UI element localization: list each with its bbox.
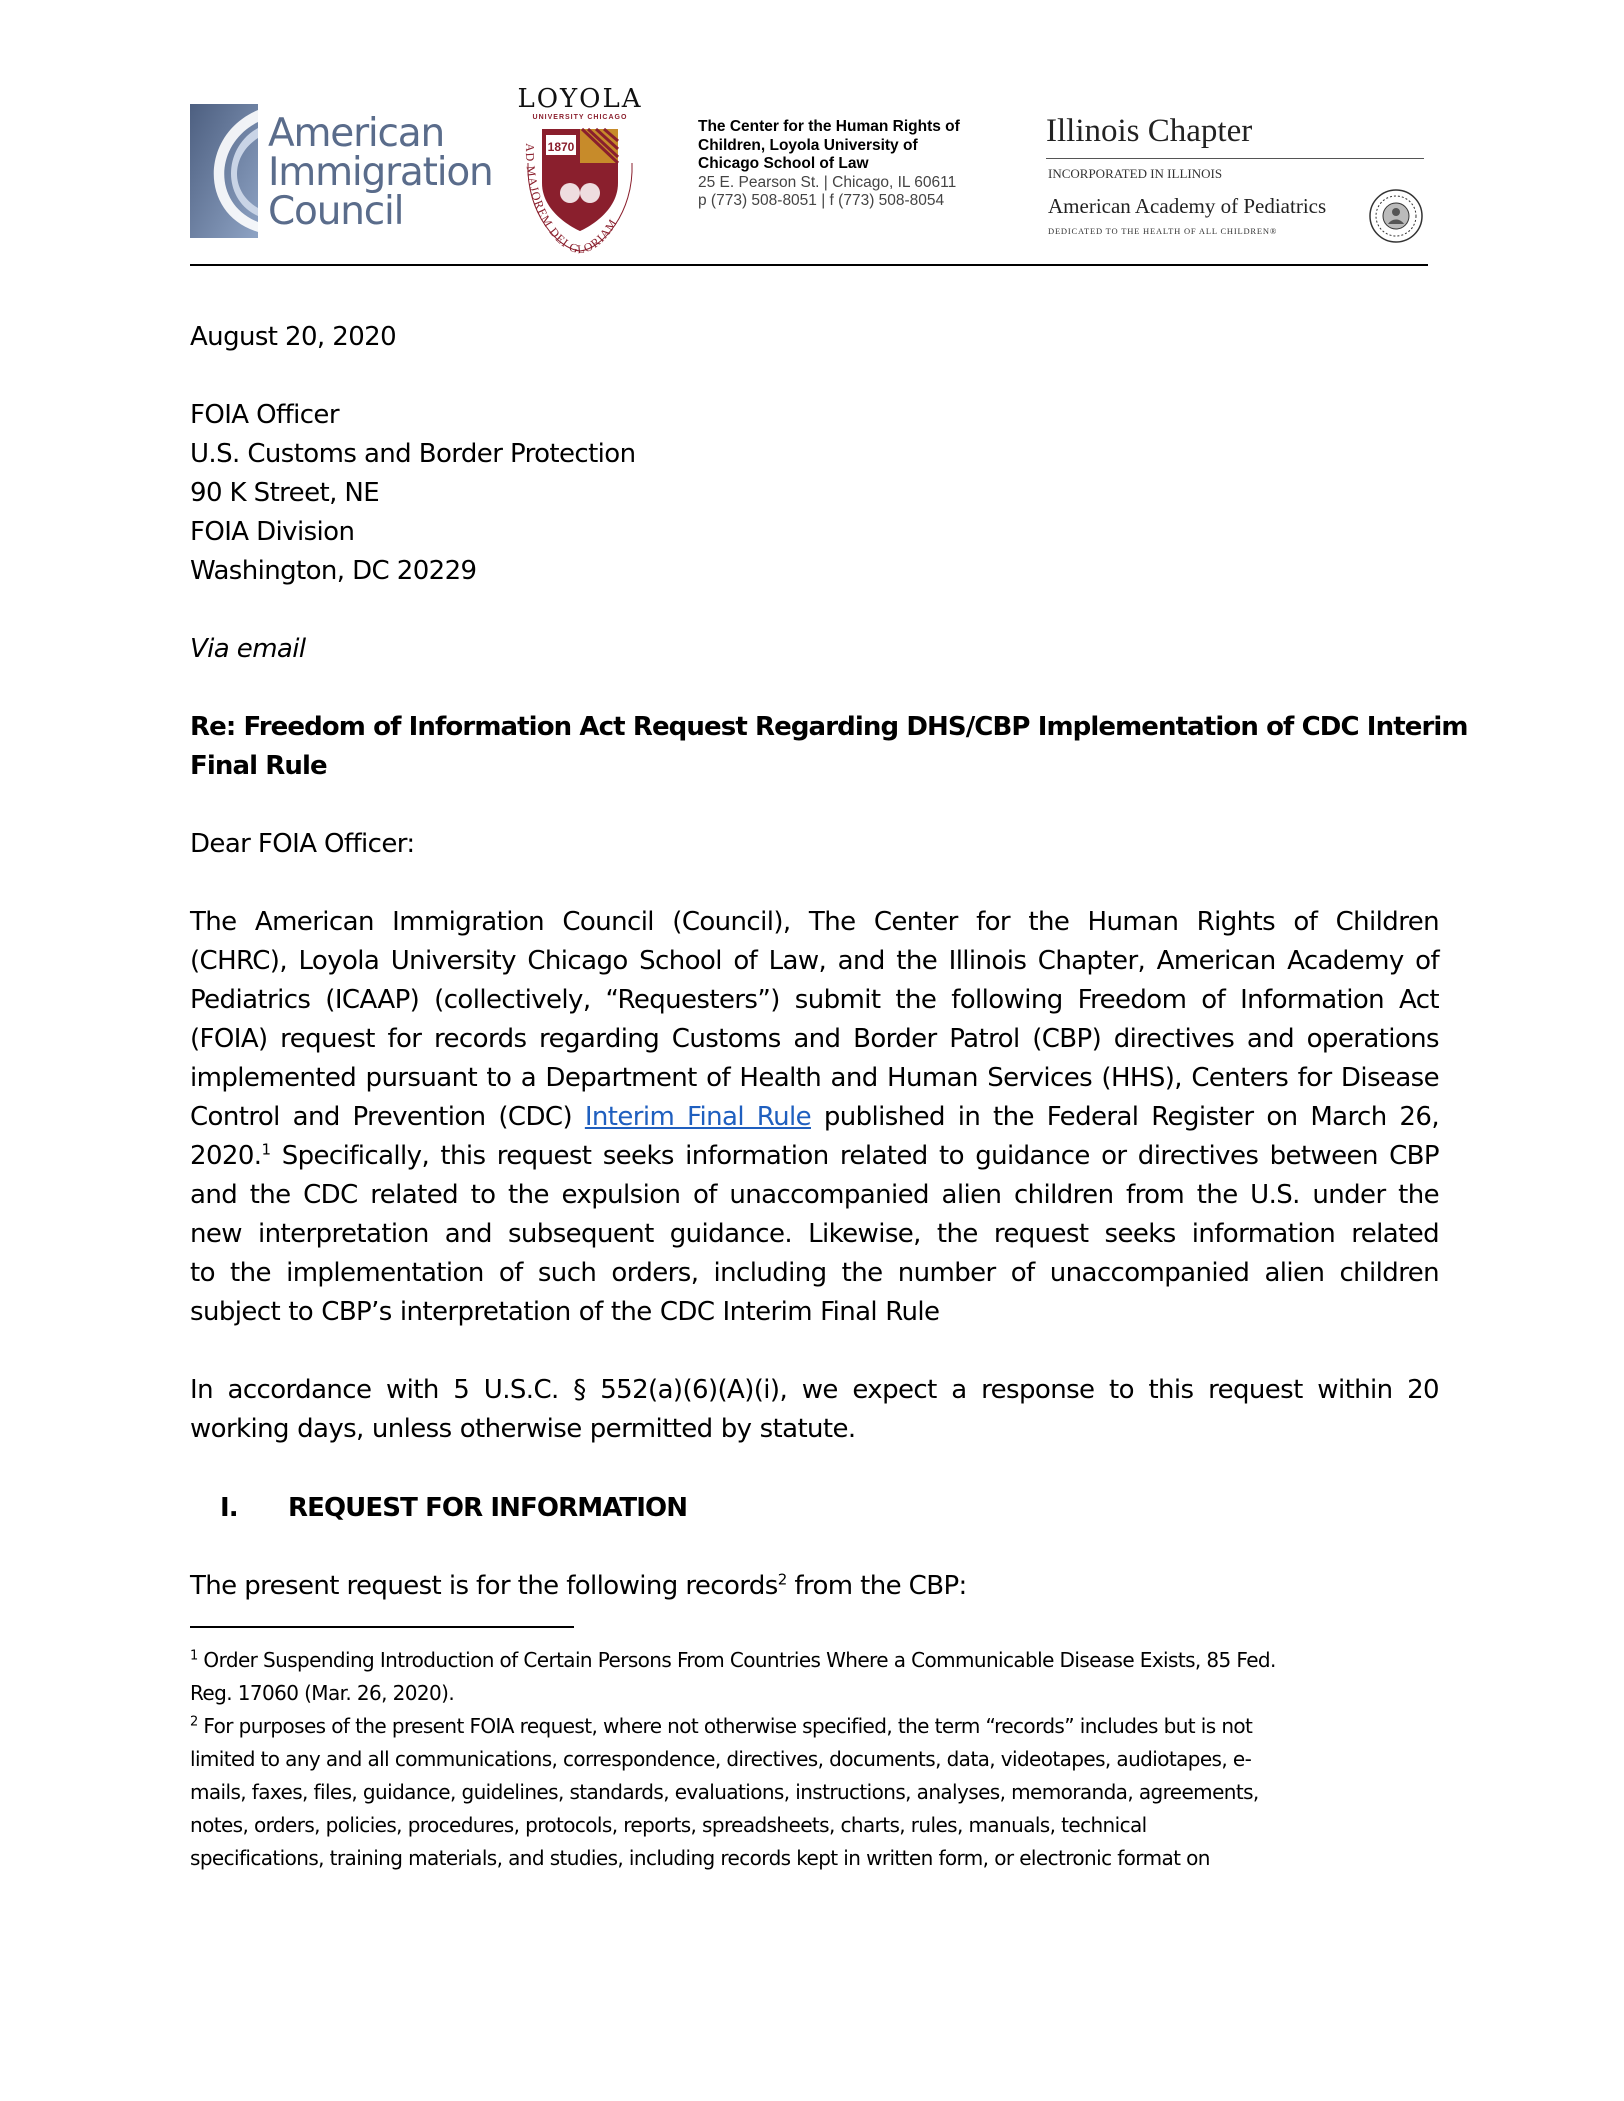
footnote-line: specifications, training materials, and studies, including records kept in written form, or electronic format on [190,1846,1210,1870]
paragraph-line: implemented pursuant to a Department of Health and Human Services (HHS), Centers for Disease [190,1063,1439,1093]
section-heading: REQUEST FOR INFORMATION [288,1493,688,1523]
chrc-name-line: The Center for the Human Rights of [698,118,960,135]
paragraph-line: subject to CBP’s interpretation of the CDC Interim Final Rule [190,1297,940,1327]
aap-seal-icon [1368,188,1424,244]
letter-date: August 20, 2020 [190,322,397,352]
icaap-title: Illinois Chapter [1046,113,1253,149]
paragraph-line: (CHRC), Loyola University Chicago School of Law, and the Illinois Chapter, American Academy of [190,946,1439,976]
footnote-line: limited to any and all communications, correspondence, directives, documents, data, videotapes, audiotapes, e- [190,1747,1252,1771]
footnote-2 [190,1710,1430,1875]
footnote-ref-2[interactable]: 2 [777,1570,787,1589]
section-number: I. [220,1493,238,1523]
letterhead-divider [190,264,1428,266]
icaap-aap-name: American Academy of Pediatrics [1048,194,1327,218]
aic-swoosh-icon [190,104,276,238]
text-run: Order Suspending Introduction of Certain Persons From Countries Where a Communicable Disease Exists, 85 Fed. [197,1648,1276,1672]
salutation: Dear FOIA Officer: [190,829,415,859]
loyola-crest-icon [518,123,642,255]
paragraph-line [190,1098,1439,1137]
loyola-year: 1870 [547,140,575,154]
aic-wordmark-line: American [268,111,444,156]
chrc-address: 25 E. Pearson St. | Chicago, IL 60611 [698,173,957,191]
text-run: from the CBP: [786,1571,967,1601]
footnote-marker: 2 [190,1714,198,1730]
delivery-method: Via email [190,634,306,664]
loyola-subtitle: UNIVERSITY CHICAGO [532,114,628,121]
paragraph-line: new interpretation and subsequent guidance. Likewise, the request seeks information related [190,1219,1439,1249]
paragraph-line: to the implementation of such orders, including the number of unaccompanied alien children [190,1258,1439,1288]
paragraph-line: In accordance with 5 U.S.C. § 552(a)(6)(A)(i), we expect a response to this request within 20 [190,1375,1439,1405]
subject-line: Re: Freedom of Information Act Request Regarding DHS/CBP Implementation of CDC Interim [190,712,1468,742]
loyola-logo [515,86,645,266]
footnote-line: notes, orders, policies, procedures, protocols, reports, spreadsheets, charts, rules, manuals, technical [190,1813,1147,1837]
recipient-line: FOIA Officer [190,400,339,430]
footnote-line: Reg. 17060 (Mar. 26, 2020). [190,1681,455,1705]
aic-wordmark-line: Immigration [268,150,493,195]
paragraph-line: The American Immigration Council (Council), The Center for the Human Rights of Children [190,907,1439,937]
interim-final-rule-link[interactable]: Interim Final Rule [584,1102,811,1132]
footnote-separator [190,1626,574,1628]
paragraph-line: and the CDC related to the expulsion of unaccompanied alien children from the U.S. under the [190,1180,1439,1210]
footnote-line: mails, faxes, files, guidance, guidelines, standards, evaluations, instructions, analyses, memoranda, agreements, [190,1780,1259,1804]
paragraph-line: working days, unless otherwise permitted by statute. [190,1414,856,1444]
subject-line: Final Rule [190,751,327,781]
text-run: Specifically, this request seeks information related to guidance or directives between CBP [270,1141,1439,1171]
chrc-phone: p (773) 508-8051 | f (773) 508-8054 [698,192,945,209]
american-immigration-council-logo [190,104,493,238]
icaap-rule [1046,158,1424,159]
loyola-motto: AD MAJOREM DEI GLORIAM [522,143,621,255]
recipient-line: U.S. Customs and Border Protection [190,439,636,469]
recipient-line: 90 K Street, NE [190,478,380,508]
footnote-line [190,1644,1430,1677]
text-run: 2020. [190,1141,262,1171]
recipient-line: Washington, DC 20229 [190,556,477,586]
chrc-name-line: Children, Loyola University of [698,136,918,154]
footnote-ref-1[interactable]: 1 [261,1140,271,1159]
paragraph-line: (FOIA) request for records regarding Customs and Border Patrol (CBP) directives and operations [190,1024,1439,1054]
footnote-1 [190,1644,1430,1710]
loyola-wordmark: LOYOLA [517,84,643,114]
aic-wordmark-line: Council [268,189,404,234]
icaap-tagline: DEDICATED TO THE HEALTH OF ALL CHILDREN® [1048,226,1278,236]
chrc-contact-block [698,118,998,211]
request-intro [190,1567,967,1606]
chrc-name-line: Chicago School of Law [698,155,869,172]
paragraph-line: Pediatrics (ICAAP) (collectively, “Requesters”) submit the following Freedom of Information Act [190,985,1439,1015]
footnote-marker: 1 [190,1648,198,1664]
text-run: published in the Federal Register on March 26, [811,1102,1439,1132]
footnote-line [190,1710,1430,1743]
paragraph-response-time [190,1371,1439,1449]
icaap-logo [1046,114,1428,244]
recipient-line: FOIA Division [190,517,355,547]
paragraph-line [190,1137,1439,1176]
text-run: Control and Prevention (CDC) [190,1102,585,1132]
paragraph-intro [190,903,1439,1332]
text-run: For purposes of the present FOIA request, where not otherwise specified, the term “records” includes but is not [197,1714,1253,1738]
text-run: The present request is for the following records [190,1571,778,1601]
icaap-incorporated: INCORPORATED IN ILLINOIS [1048,166,1223,181]
